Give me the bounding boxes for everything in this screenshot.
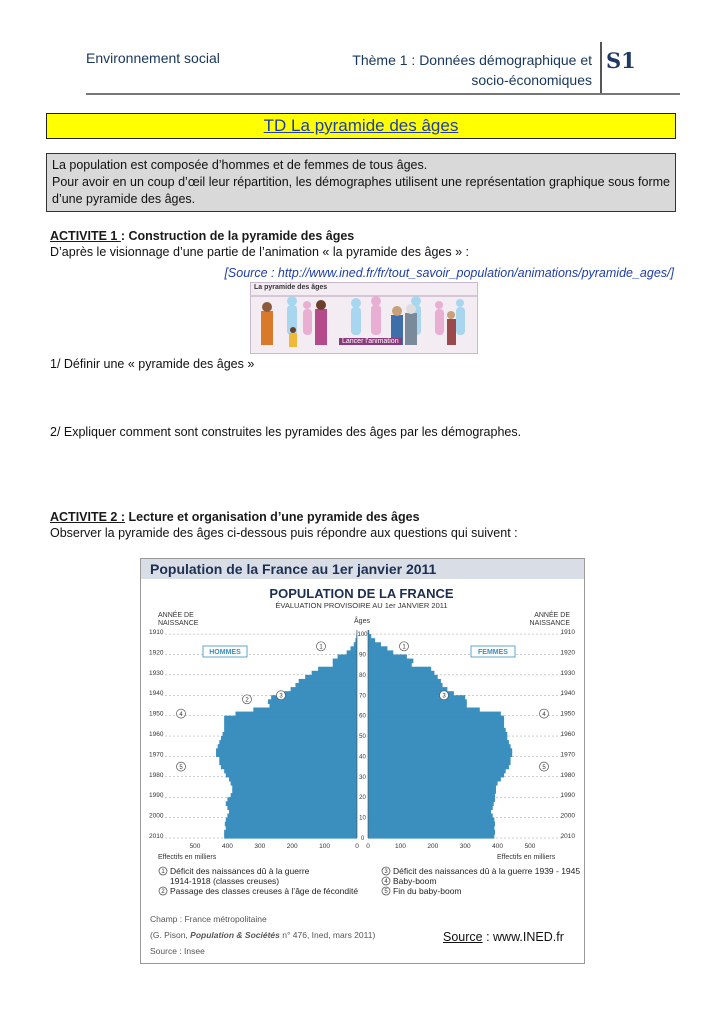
birth-year-left: 1970 <box>149 751 164 759</box>
bar-men <box>284 691 357 696</box>
intro-line2: Pour avoir en un coup d’œil leur répartition, les démographes utilisent une représentation graphique sous forme d’une pyramide des âges. <box>52 175 670 206</box>
bar-women <box>368 781 498 786</box>
bar-women <box>368 654 407 659</box>
age-tick-label: 70 <box>359 693 366 700</box>
bar-women <box>368 761 511 766</box>
birth-year-right: 1990 <box>560 792 575 800</box>
legend-text-5: Fin du baby-boom <box>393 886 462 896</box>
figure-source-insee: Source : Insee <box>150 946 205 956</box>
launch-animation-button[interactable]: Lancer l'animation <box>339 338 402 345</box>
bar-women <box>368 785 496 790</box>
legend-num-5: 5 <box>384 889 388 895</box>
bar-men <box>224 769 357 774</box>
x-tick-women: 400 <box>492 843 504 850</box>
activite1-label: ACTIVITE 1 <box>50 229 121 243</box>
intro-box <box>46 153 676 212</box>
header-divider-vertical <box>600 42 602 94</box>
annotation-num-4: 4 <box>542 711 546 718</box>
birth-year-left: 2010 <box>149 832 164 840</box>
bar-women <box>368 822 495 827</box>
unit-label-left: Effectifs en milliers <box>158 854 217 861</box>
legend-num-4: 4 <box>384 879 388 885</box>
bar-women <box>368 740 509 745</box>
animation-banner[interactable] <box>250 282 478 354</box>
ref-pre: (G. Pison, <box>150 930 191 940</box>
bar-men <box>351 646 357 651</box>
bar-women <box>368 789 496 794</box>
x-tick-men: 500 <box>189 843 201 850</box>
bar-women <box>368 814 493 819</box>
bar-men <box>219 756 357 761</box>
activite2-text: Observer la pyramide des âges ci-dessous puis répondre aux questions qui suivent : <box>50 526 518 540</box>
age-tick-label: 40 <box>359 754 366 761</box>
bar-women <box>368 777 501 782</box>
legend-text-3: Déficit des naissances dû à la guerre 1939 - 1945 <box>393 866 581 876</box>
birth-year-right: 1960 <box>560 731 575 738</box>
bar-women <box>368 675 438 680</box>
birth-year-right: 1940 <box>560 690 575 698</box>
bar-women <box>368 830 495 835</box>
ref-post: n° 476, Ined, mars 2011) <box>279 930 376 940</box>
bar-men <box>236 712 358 717</box>
birth-year-left: 1990 <box>149 792 164 800</box>
age-tick-label: 100 <box>357 632 368 639</box>
birth-year-left: 2000 <box>149 812 164 820</box>
bar-women <box>368 797 495 802</box>
age-tick-label: 90 <box>359 652 366 659</box>
annotation-num-5: 5 <box>179 764 183 771</box>
annotation-num-2: 2 <box>245 697 249 704</box>
question-1: 1/ Définir une « pyramide des âges » <box>50 357 255 371</box>
legend-text-2: Passage des classes creuses à l’âge de fécondité <box>170 886 359 896</box>
birth-year-right: 1980 <box>560 771 575 779</box>
bar-men <box>219 761 357 766</box>
bar-women <box>368 683 443 688</box>
birth-year-left: 1910 <box>149 629 164 637</box>
bar-men <box>216 748 357 753</box>
bar-women <box>368 769 506 774</box>
legend-num-3: 3 <box>384 869 388 875</box>
bar-men <box>354 642 357 647</box>
bar-men <box>232 785 357 790</box>
legend-text-4: Baby-boom <box>393 876 437 886</box>
bar-men <box>291 687 357 692</box>
bar-men <box>218 744 357 749</box>
activite2-heading <box>50 510 420 524</box>
bar-women <box>368 650 393 655</box>
bar-women <box>368 699 467 704</box>
population-pyramid-chart <box>141 620 583 860</box>
legend-text-1b: 1914-1918 (classes creuses) <box>170 876 280 886</box>
bar-men <box>231 793 357 798</box>
bar-men <box>226 801 357 806</box>
bar-women <box>368 805 493 810</box>
bar-men <box>347 650 357 655</box>
bar-women <box>368 793 495 798</box>
bar-men <box>224 724 357 729</box>
age-tick-label: 50 <box>359 734 366 741</box>
chart-title: POPULATION DE LA FRANCE <box>269 586 454 601</box>
header-code: S1 <box>606 48 636 73</box>
source-label: Source <box>443 930 483 944</box>
annotation-num-4: 4 <box>179 711 183 718</box>
bar-women <box>368 634 371 639</box>
bar-women <box>368 687 447 692</box>
bar-women <box>368 736 507 741</box>
birth-year-right: 1930 <box>560 669 575 677</box>
legend-num-1: 1 <box>161 869 165 875</box>
bar-women <box>368 826 494 831</box>
bar-women <box>368 663 412 668</box>
bar-women <box>368 646 387 651</box>
bar-men <box>224 830 357 835</box>
bar-women <box>368 707 480 712</box>
bar-men <box>231 781 357 786</box>
right-axis-title: ANNÉE DE NAISSANCE <box>529 612 570 627</box>
bar-men <box>223 732 357 737</box>
bar-men <box>221 736 357 741</box>
x-tick-women: 0 <box>366 843 370 850</box>
x-tick-men: 400 <box>221 843 233 850</box>
birth-year-left: 1960 <box>149 731 164 738</box>
bar-women <box>368 716 504 721</box>
age-tick-label: 0 <box>360 836 365 842</box>
annotation-num-3: 3 <box>442 693 446 700</box>
bar-men <box>227 797 357 802</box>
bar-women <box>368 720 504 725</box>
bar-women <box>368 712 501 717</box>
birth-year-right: 2010 <box>560 832 575 840</box>
age-tick-label: 60 <box>359 713 366 720</box>
annotation-num-3: 3 <box>279 693 283 700</box>
bar-men <box>312 671 357 676</box>
page-title: TD La pyramide des âges <box>46 113 676 139</box>
bar-women <box>368 671 434 676</box>
bar-men <box>221 765 357 770</box>
age-tick-label: 30 <box>359 774 366 781</box>
birth-year-left: 1980 <box>149 771 164 779</box>
bar-men <box>227 814 357 819</box>
intro-line1: La population est composée d’hommes et de femmes de tous âges. <box>52 158 428 172</box>
bar-men <box>305 675 357 680</box>
annotation-num-1: 1 <box>402 644 406 651</box>
bar-men <box>253 707 357 712</box>
bar-men <box>318 667 357 672</box>
source-value[interactable]: : www.INED.fr <box>482 930 564 944</box>
activite1-title: : Construction de la pyramide des âges <box>120 229 355 243</box>
annotation-num-1: 1 <box>319 644 323 651</box>
age-tick-label: 20 <box>359 795 366 802</box>
bar-men <box>225 822 357 827</box>
bar-men <box>270 703 357 708</box>
bar-men <box>229 809 357 814</box>
bar-women <box>368 809 491 814</box>
bar-women <box>368 744 511 749</box>
activite1-text: D’après le visionnage d’une partie de l’animation « la pyramide des âges » : <box>50 245 470 259</box>
birth-year-left: 1930 <box>149 669 164 677</box>
bar-women <box>368 703 467 708</box>
bar-men <box>232 789 357 794</box>
birth-year-left: 1940 <box>149 690 164 698</box>
figure-title: Population de la France au 1er janvier 2011 <box>150 561 437 577</box>
birth-year-right: 1910 <box>560 629 575 637</box>
activite2-label: ACTIVITE 2 : <box>50 510 126 524</box>
activite1-heading <box>50 229 354 243</box>
bar-women <box>368 818 494 823</box>
header-divider-horizontal <box>86 93 680 95</box>
bar-women <box>368 801 494 806</box>
bar-men <box>299 679 357 684</box>
bar-women <box>368 756 511 761</box>
bar-women <box>368 765 509 770</box>
bar-men <box>224 728 357 733</box>
left-axis-title: ANNÉE DE NAISSANCE <box>158 612 199 627</box>
birth-year-left: 1950 <box>149 710 164 718</box>
bar-women <box>368 638 375 643</box>
header-subject: Environnement social <box>86 50 220 66</box>
ages-label: Âges <box>354 618 370 625</box>
bar-women <box>368 659 413 664</box>
bar-men <box>219 740 357 745</box>
age-tick-label: 10 <box>359 815 366 822</box>
bar-women <box>368 732 507 737</box>
birth-year-right: 1970 <box>560 751 575 759</box>
x-tick-women: 300 <box>459 843 471 850</box>
header-theme <box>340 50 592 90</box>
header-theme-line1: Thème 1 : Données démographique et <box>352 52 592 68</box>
bar-women <box>368 724 504 729</box>
x-tick-men: 0 <box>355 843 359 850</box>
question-2: 2/ Expliquer comment sont construites les pyramides des âges par les démographes. <box>50 425 522 439</box>
bar-men <box>226 773 357 778</box>
chart-subtitle: ÉVALUATION PROVISOIRE AU 1er JANVIER 2011 <box>275 601 448 610</box>
bar-men <box>333 663 357 668</box>
bar-men <box>224 716 357 721</box>
bar-men <box>224 720 357 725</box>
bar-women <box>368 773 504 778</box>
x-tick-men: 100 <box>319 843 331 850</box>
x-tick-women: 100 <box>394 843 406 850</box>
bar-women <box>368 695 465 700</box>
activite1-source[interactable]: [Source : http://www.ined.fr/fr/tout_savoir_population/animations/pyramide_ages/] <box>224 266 674 280</box>
birth-year-right: 1950 <box>560 710 575 718</box>
banner-title: La pyramide des âges <box>254 284 328 291</box>
bar-women <box>368 679 441 684</box>
bar-men <box>226 818 357 823</box>
bar-women <box>368 748 512 753</box>
figure-source <box>443 930 564 944</box>
x-tick-women: 500 <box>524 843 536 850</box>
ref-journal: Population & Sociétés <box>190 930 280 940</box>
x-tick-men: 200 <box>286 843 298 850</box>
activite2-title: Lecture et organisation d’une pyramide des âges <box>125 510 420 524</box>
bar-men <box>229 777 357 782</box>
bar-men <box>227 805 357 810</box>
x-tick-women: 200 <box>427 843 439 850</box>
bar-women <box>368 642 381 647</box>
legend-num-2: 2 <box>161 889 165 895</box>
men-label: HOMMES <box>209 649 241 656</box>
unit-label-right: Effectifs en milliers <box>497 854 556 861</box>
figure-reference <box>150 930 375 940</box>
bar-men <box>295 683 357 688</box>
header-theme-line2: socio-économiques <box>471 72 592 88</box>
bar-women <box>368 752 512 757</box>
annotation-num-5: 5 <box>542 764 546 771</box>
birth-year-right: 1920 <box>560 649 575 657</box>
birth-year-right: 2000 <box>560 812 575 820</box>
figure-field: Champ : France métropolitaine <box>150 914 267 924</box>
x-tick-men: 300 <box>254 843 266 850</box>
bar-women <box>368 728 506 733</box>
bar-men <box>224 834 357 839</box>
bar-women <box>368 834 494 839</box>
bar-men <box>333 659 357 664</box>
bar-women <box>368 667 431 672</box>
birth-year-left: 1920 <box>149 649 164 657</box>
bar-men <box>226 826 357 831</box>
legend-text-1a: Déficit des naissances dû à la guerre <box>170 866 310 876</box>
bar-men <box>338 654 357 659</box>
age-tick-label: 80 <box>359 672 366 679</box>
bar-men <box>216 752 357 757</box>
women-label: FEMMES <box>478 649 508 656</box>
